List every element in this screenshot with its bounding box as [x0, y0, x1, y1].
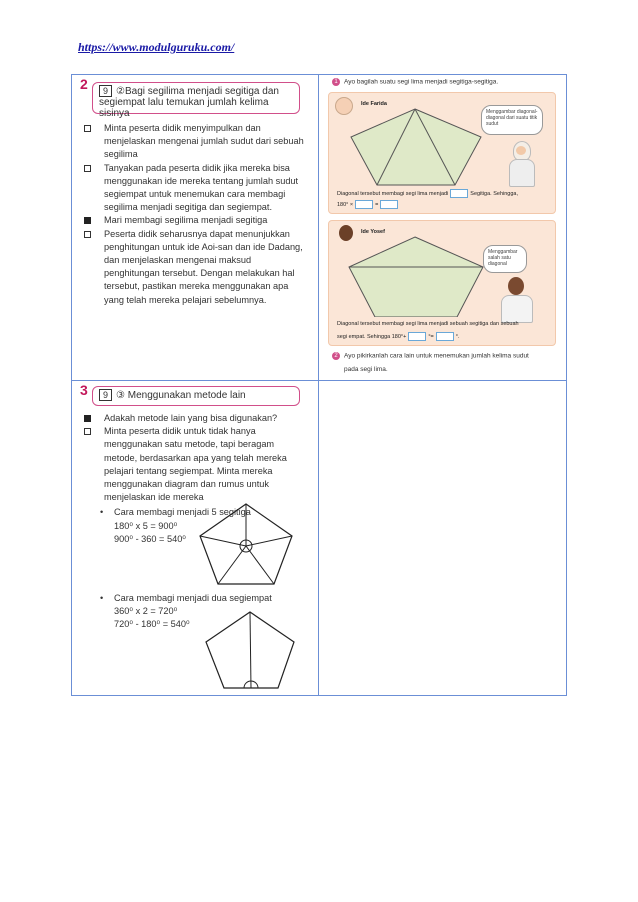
- method-1-line2: 900⁰ - 360 = 540⁰: [114, 533, 186, 544]
- answer-input-box[interactable]: [380, 200, 398, 209]
- method-1-title: • Cara membagi menjadi 5 segitiga: [84, 506, 308, 519]
- filled-square-bullet-icon: [84, 415, 91, 422]
- method-1-line1: 180⁰ x 5 = 900⁰: [114, 520, 178, 531]
- checkbox-bullet-icon: [84, 125, 91, 132]
- checkbox-bullet-icon: [84, 165, 91, 172]
- idea-2-caption: Diagonal tersebut membagi segi lima menjadi sebuah segitiga dan sebuah: [337, 321, 519, 327]
- idea-1-speech-bubble: Menggambar diagonal-diagonal dari suatu titik sudut: [481, 105, 543, 135]
- checkbox-bullet-icon: [84, 428, 91, 435]
- answer-input-box[interactable]: [408, 332, 426, 341]
- idea-1-name: Ide Farida: [361, 101, 387, 107]
- list-item: Minta peserta didik untuk tidak hanya menggunakan satu metode, tapi beragam metode, berdasarkan apa yang telah mereka pelajari tentang segiempat. Minta mereka menggunakan diagram dan rumus untuk menjelaskan ide mereka: [84, 425, 308, 504]
- section-2-title-line1: ②Bagi segilima menjadi segitiga dan: [116, 86, 279, 97]
- section-3-title: ③ Menggunakan metode lain: [116, 390, 246, 401]
- question-2-line2: pada segi lima.: [344, 366, 388, 373]
- section-2-heading: [92, 82, 300, 119]
- lesson-badge: 9: [99, 85, 112, 97]
- list-item: Minta peserta didik menyimpulkan dan menjelaskan mengenai jumlah sudut dari sebuah segilima: [84, 122, 308, 162]
- section-2-title-line2: segiempat lalu temukan jumlah kelima sisinya: [99, 97, 269, 119]
- method-2-line2: 720⁰ - 180⁰ = 540⁰: [114, 619, 190, 630]
- question-number-icon: 2: [332, 352, 340, 360]
- list-item: Peserta didik seharusnya dapat menunjukkan penghitungan untuk ide Aoi-san dan ide Dadang, dan menjelaskan mengenai maksud penghitungan tersebut. Dengan melakukan hal tersebut, pastikan mereka menggunakan apa yang telah mereka pelajari sebelumnya.: [84, 228, 308, 307]
- idea-farida-panel: [328, 92, 556, 214]
- answer-input-box[interactable]: [436, 332, 454, 341]
- section-3-number: 3: [80, 382, 88, 398]
- question-1: 1 Ayo bagilah suatu segi lima menjadi segitiga-segitiga.: [332, 78, 498, 86]
- checkbox-bullet-icon: [84, 231, 91, 238]
- idea-yosef-panel: [328, 220, 556, 346]
- pentagon-two-quadrilaterals-diagram: [202, 610, 298, 692]
- list-item: Mari membagi segilima menjadi segitiga: [84, 214, 308, 227]
- source-url-link[interactable]: https://www.modulguruku.com/: [78, 40, 235, 54]
- question-number-icon: 1: [332, 78, 340, 86]
- lesson-badge: 9: [99, 389, 112, 401]
- idea-2-name: Ide Yosef: [361, 229, 385, 235]
- list-item: Adakah metode lain yang bisa digunakan?: [84, 412, 308, 425]
- section-2-list: [84, 122, 308, 307]
- question-2: 2 Ayo pikirkanlah cara lain untuk menemukan jumlah kelima sudut: [332, 352, 529, 360]
- pentagon-five-triangles-diagram: [196, 502, 296, 586]
- yosef-character-illustration: [499, 277, 533, 321]
- pentagon-single-diagonal-diagram: [343, 233, 493, 317]
- table-row-divider: [71, 380, 567, 381]
- farida-character-illustration: [507, 141, 535, 185]
- answer-input-box[interactable]: [450, 189, 468, 198]
- answer-input-box[interactable]: [355, 200, 373, 209]
- idea-2-equation: segi empat. Sehingga 180°+ °= °.: [337, 333, 460, 340]
- table-column-divider: [318, 74, 319, 696]
- method-2-title: • Cara membagi menjadi dua segiempat: [84, 592, 308, 605]
- idea-1-equation: 180° × =: [337, 200, 400, 209]
- list-item: Tanyakan pada peserta didik jika mereka bisa menggunakan ide mereka tentang jumlah sudut segiempat untuk menemukan cara membagi segilima menjadi segitiga dan segiempat.: [84, 162, 308, 215]
- section-2-number: 2: [80, 76, 88, 92]
- idea-2-speech-bubble: Menggambar salah satu diagonal: [483, 245, 527, 273]
- filled-square-bullet-icon: [84, 217, 91, 224]
- method-2-line1: 360⁰ x 2 = 720⁰: [114, 606, 178, 617]
- section-3-heading: [92, 386, 300, 406]
- pentagon-diagonals-diagram: [343, 103, 493, 187]
- idea-1-caption: Diagonal tersebut membagi segi lima menjadi Segitiga. Sehingga,: [337, 190, 518, 197]
